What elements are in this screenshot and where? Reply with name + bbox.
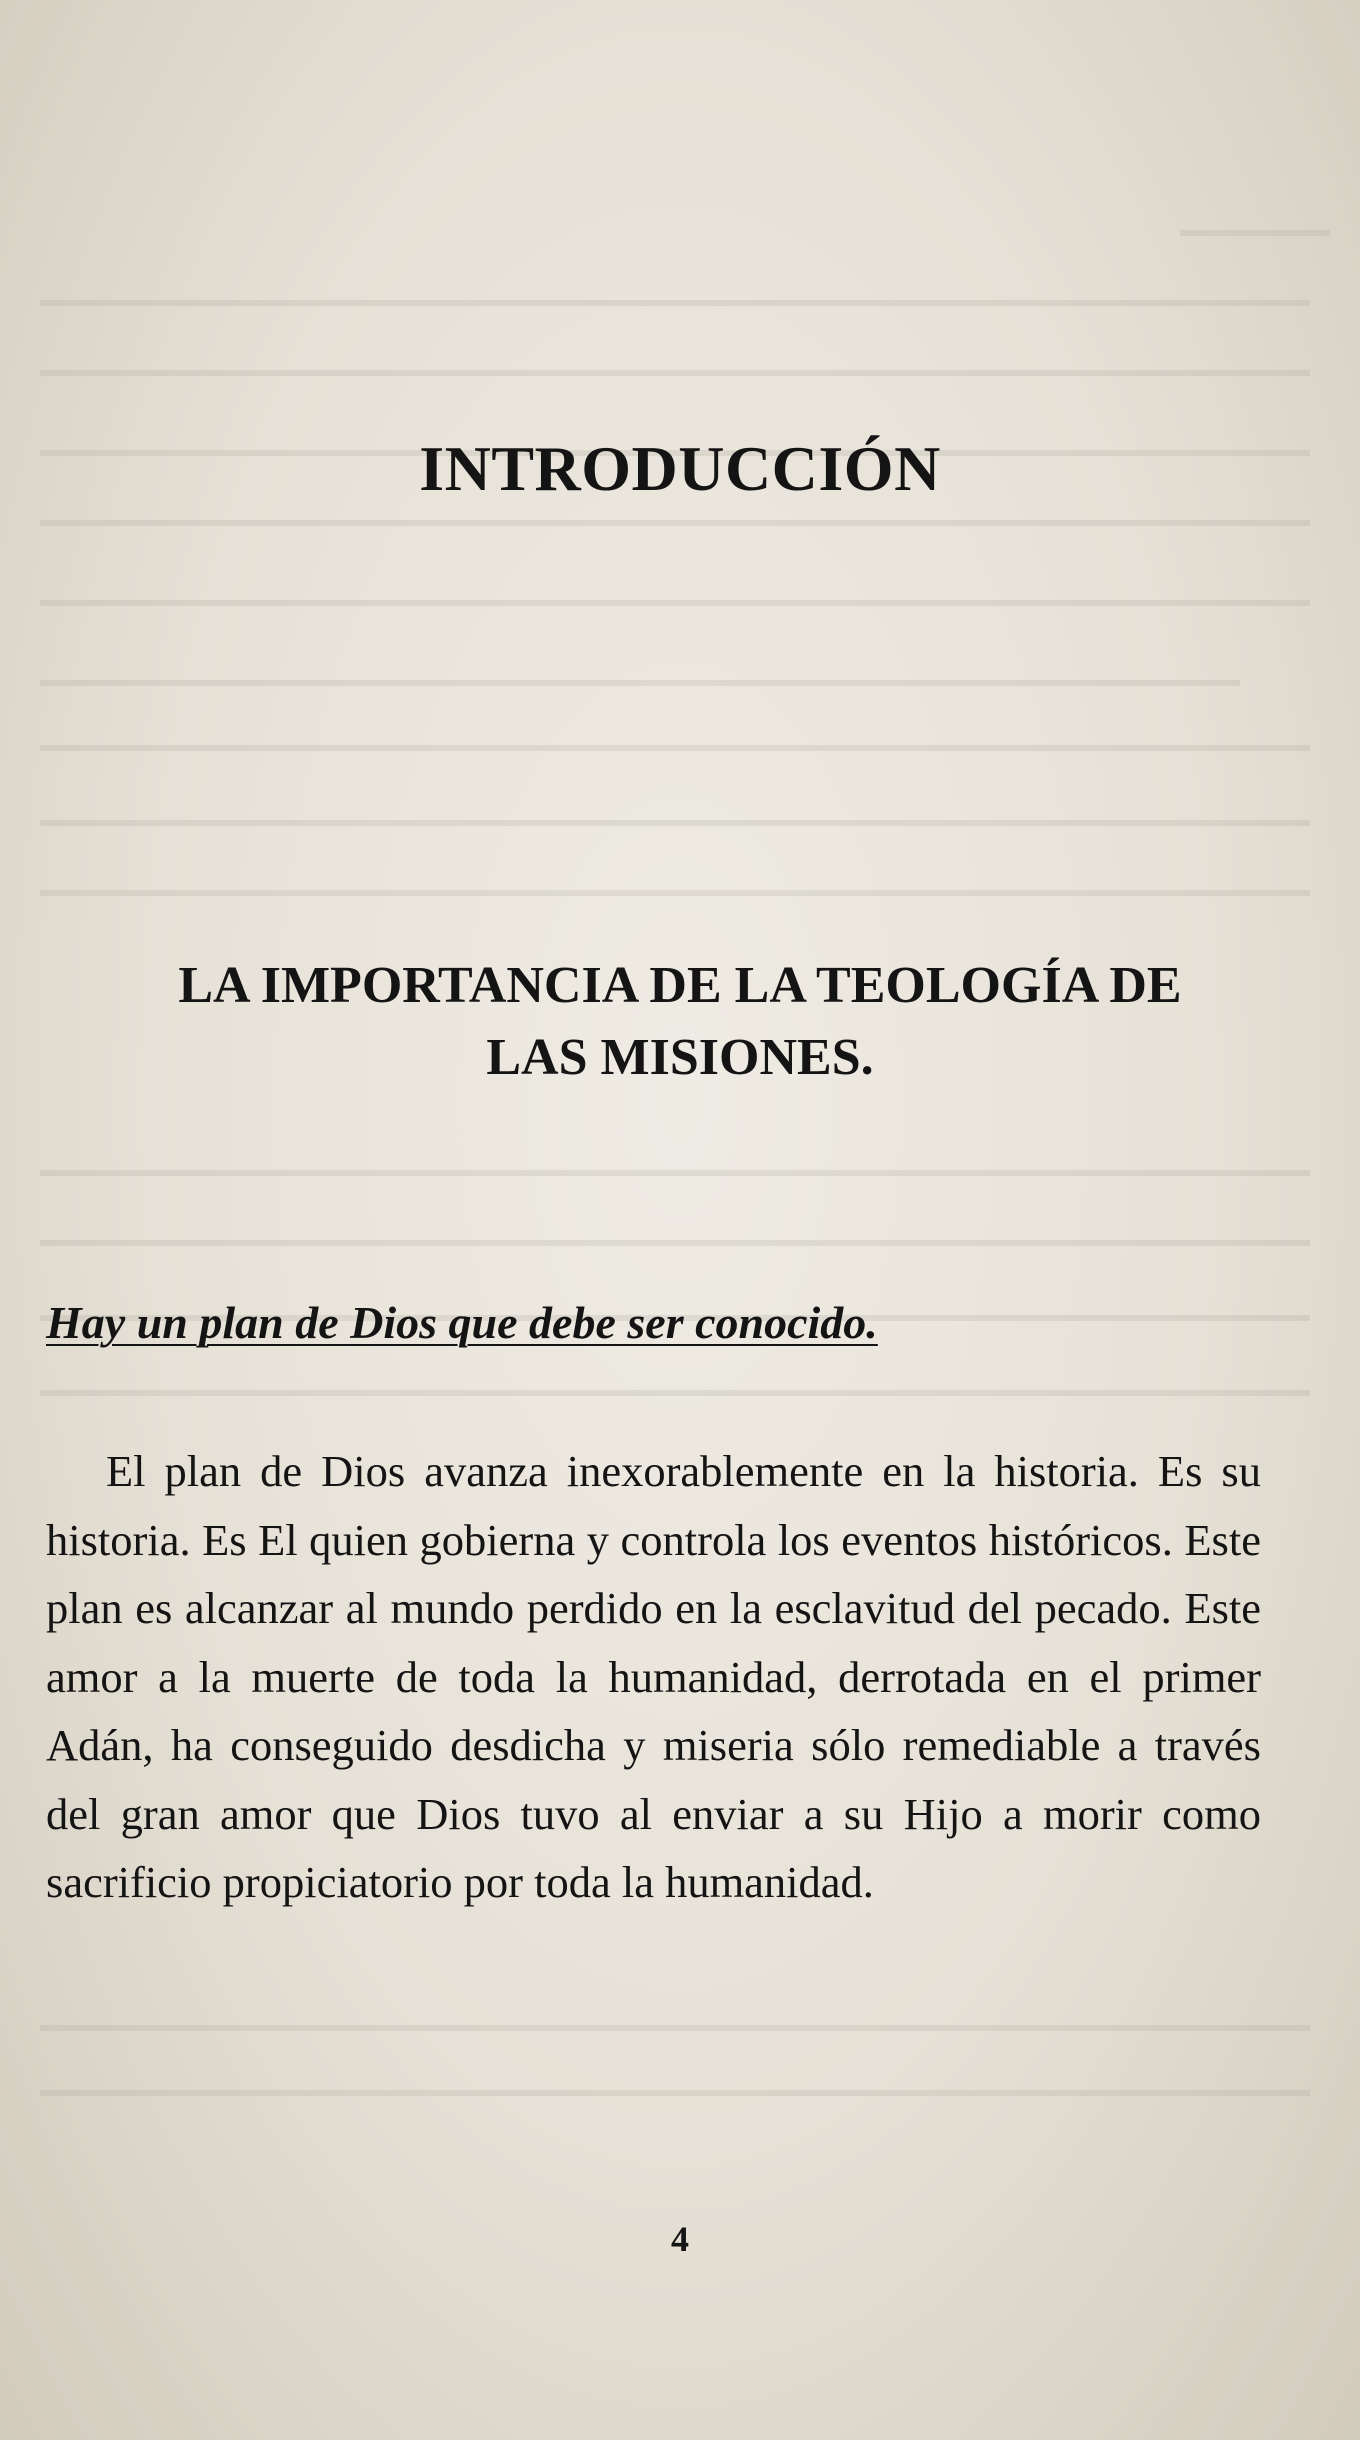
bleed-line — [40, 890, 1310, 896]
page-number: 4 — [671, 2219, 689, 2259]
bleed-line — [40, 820, 1310, 826]
bleed-line — [40, 2090, 1310, 2096]
subtitle-line-2: LAS MISIONES. — [486, 1029, 874, 1086]
chapter-subtitle — [80, 950, 1280, 1094]
bleed-line — [1180, 230, 1330, 236]
bleed-line — [40, 370, 1310, 376]
bleed-line — [40, 680, 1240, 686]
bleed-line — [40, 300, 1310, 306]
body-paragraph: El plan de Dios avanza inexorablemente en la historia. Es su historia. Es El quien gobierna y controla los eventos históricos. Este plan es alcanzar al mundo perdido en la esclavitud del pecado. Este amor a la muerte de toda la humanidad, derrotada en el primer Adán, ha conseguido desdicha y miseria sólo remediable a través del gran amor que Dios tuvo al enviar a su Hijo a morir como sacrificio propiciatorio por toda la humanidad. — [46, 1446, 1261, 1907]
bleed-line — [40, 2025, 1310, 2031]
page-title: INTRODUCCIÓN — [419, 433, 941, 504]
bleed-line — [40, 1170, 1310, 1176]
bleed-line — [40, 1240, 1310, 1246]
bleed-line — [40, 520, 1310, 526]
subtitle-line-1: LA IMPORTANCIA DE LA TEOLOGÍA DE — [178, 957, 1182, 1014]
bleed-line — [40, 1390, 1310, 1396]
section-heading: Hay un plan de Dios que debe ser conocido. — [46, 1297, 878, 1348]
bleed-line — [40, 600, 1310, 606]
bleed-line — [40, 745, 1310, 751]
